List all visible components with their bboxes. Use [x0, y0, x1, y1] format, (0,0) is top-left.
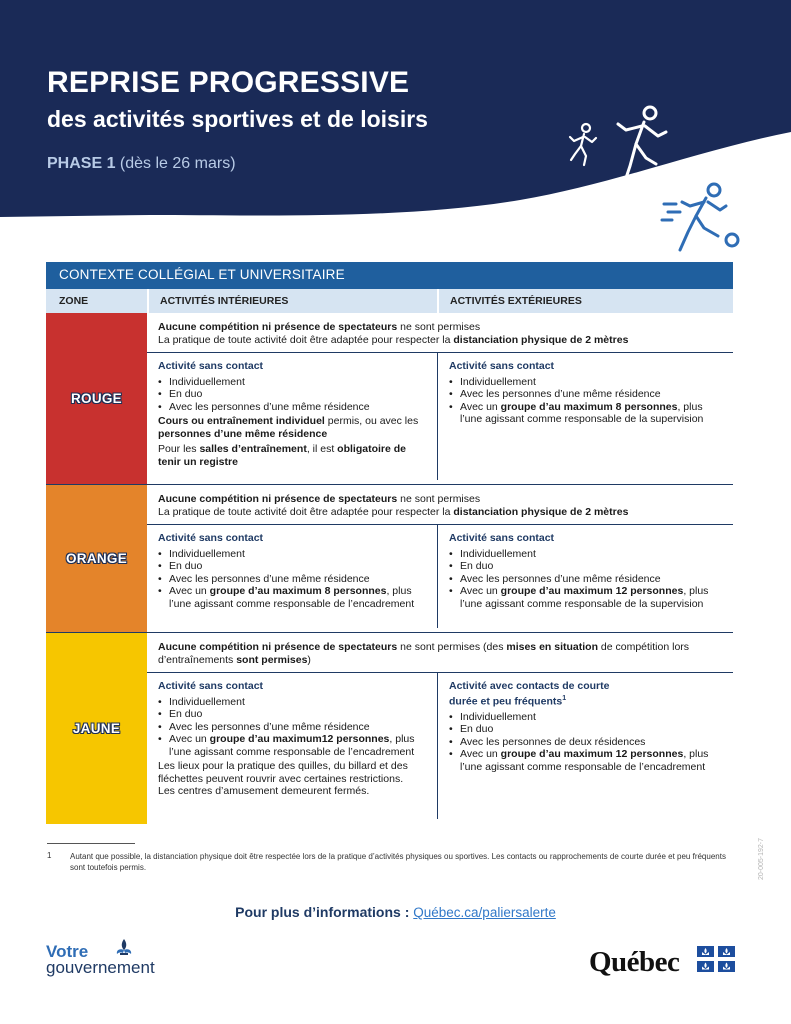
interior-cell [147, 353, 437, 480]
footnote-divider [47, 843, 135, 844]
zone-color-rouge [46, 313, 147, 484]
phase-label: PHASE 1 (dès le 26 mars) [47, 155, 236, 172]
list-item: • En duo [158, 560, 429, 573]
cell-title: Activité sans contact [449, 532, 555, 544]
interior-cell [147, 525, 437, 628]
list-item: • Avec un groupe d’au maximum 8 personnes, plus l’une agissant comme responsable de l’encadrement [158, 585, 429, 610]
list-item: • En duo [158, 708, 429, 721]
zone-color-jaune [46, 633, 147, 824]
cell-title: Activité sans contact [158, 360, 264, 372]
zone-label-orange: ORANGE [65, 551, 128, 566]
footnote-number: 1 [47, 851, 52, 860]
page-title: REPRISE PROGRESSIVE [47, 66, 410, 99]
list-item: • Avec un groupe d’au maximum 12 personnes, plus l’une agissant comme responsable de la supervision [449, 585, 725, 610]
cell-paragraph: Les centres d’amusement demeurent fermés. [158, 785, 370, 797]
zone-body-rouge [147, 313, 733, 484]
list-item: • Avec un groupe d’au maximum 8 personnes, plus l’une agissant comme responsable de la supervision [449, 401, 725, 426]
cell-title: Activité sans contact [449, 360, 555, 372]
cell-title: Activité sans contact [158, 532, 264, 544]
zone-body-jaune [147, 633, 733, 824]
more-info [0, 904, 791, 920]
list-item: • En duo [449, 560, 725, 573]
list-item: • Individuellement [158, 376, 429, 389]
list-item: • En duo [158, 388, 429, 401]
header-exterior: ACTIVITÉS EXTÉRIEURES [437, 289, 733, 313]
more-info-link[interactable]: Québec.ca/paliersalerte [413, 905, 556, 920]
interior-cell [147, 673, 437, 819]
cell-paragraph: Les lieux pour la pratique des quilles, du billard et des fléchettes peuvent rouvrir avec certaines restrictions. [158, 760, 408, 785]
document-code: 20-005-192-7 [758, 837, 765, 880]
zone-body-orange [147, 485, 733, 632]
measures-table [46, 262, 733, 824]
list-item: • Avec les personnes d’une même résidence [158, 401, 429, 414]
exterior-cell [437, 673, 733, 819]
zone-notice: Aucune compétition ni présence de spectateurs ne sont permises La pratique de toute activité doit être adaptée pour respecter la distanciation physique de 2 mètres [147, 313, 733, 353]
zone-row-orange [46, 485, 733, 633]
list-item: • Avec les personnes d’une même résidence [449, 573, 725, 586]
list-item: • Avec les personnes d’une même résidence [449, 388, 725, 401]
cell-paragraph: Cours ou entraînement individuel permis, ou avec les personnes d’une même résidence [158, 415, 419, 440]
list-item: • Avec les personnes de deux résidences [449, 736, 725, 749]
list-item: • Avec les personnes d’une même résidence [158, 573, 429, 586]
fleur-de-lis-icon [115, 938, 133, 960]
list-item: • Individuellement [449, 711, 725, 724]
table-title: CONTEXTE COLLÉGIAL ET UNIVERSITAIRE [46, 262, 733, 289]
zone-notice: Aucune compétition ni présence de spectateurs ne sont permises (des mises en situation de compétition lors d’entraînements sont permises) [147, 633, 733, 673]
zone-row-jaune [46, 633, 733, 824]
soccer-player-icon [660, 180, 742, 258]
zone-notice: Aucune compétition ni présence de spectateurs ne sont permises La pratique de toute activité doit être adaptée pour respecter la distanciation physique de 2 mètres [147, 485, 733, 525]
list-item: • Individuellement [158, 696, 429, 709]
cell-title: Activité sans contact [158, 680, 264, 692]
zone-color-orange [46, 485, 147, 632]
table-header-row [46, 289, 733, 313]
page-subtitle: des activités sportives et de loisirs [47, 106, 428, 132]
exterior-cell [437, 353, 733, 480]
list-item: • Avec un groupe d’au maximum 12 personnes, plus l’une agissant comme responsable de l’encadrement [449, 748, 725, 773]
header-interior: ACTIVITÉS INTÉRIEURES [147, 289, 437, 313]
footnote-text: Autant que possible, la distanciation physique doit être respectée lors de la pratique d’activités physiques ou sportives. Les contacts ou rapprochements de courte durée et peu fréquents sont toutefois permis. [70, 852, 726, 872]
zone-row-rouge [46, 313, 733, 485]
zone-label-jaune: JAUNE [72, 721, 121, 736]
quebec-wordmark: Québec [589, 946, 680, 978]
runner-small-icon [566, 122, 602, 168]
header-zone: ZONE [59, 295, 89, 307]
zone-label-rouge: ROUGE [70, 391, 122, 406]
cell-paragraph: Pour les salles d’entraînement, il est obligatoire de tenir un registre [158, 443, 406, 468]
list-item: • Individuellement [449, 376, 725, 389]
list-item: • Individuellement [158, 548, 429, 561]
list-item: • Avec les personnes d’une même résidence [158, 721, 429, 734]
votre-gouvernement-logo: Votre gouvernement [46, 942, 155, 977]
list-item: • Individuellement [449, 548, 725, 561]
list-item: • Avec un groupe d’au maximum12 personnes, plus l’une agissant comme responsable de l’encadrement [158, 733, 429, 758]
list-item: • En duo [449, 723, 725, 736]
more-info-label: Pour plus d’informations : [235, 904, 410, 920]
quebec-flag-icon [697, 946, 735, 972]
exterior-cell [437, 525, 733, 628]
cell-title: Activité avec contacts de courte durée et peu fréquents$^1$ [449, 680, 610, 707]
